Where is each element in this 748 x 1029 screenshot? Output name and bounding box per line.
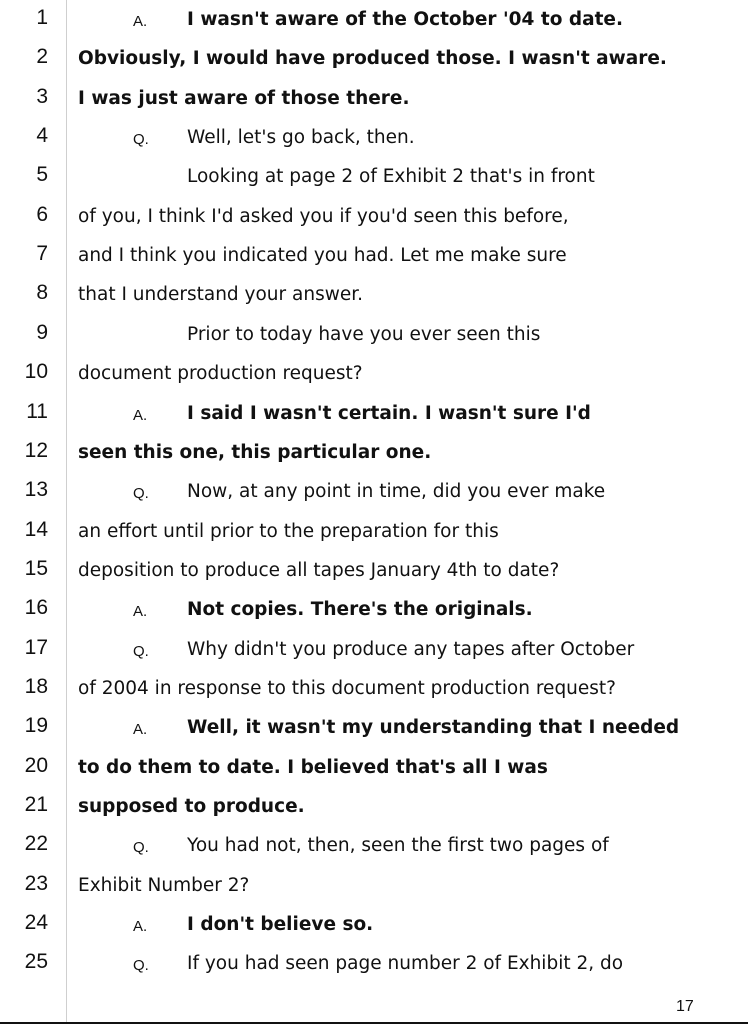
transcript-line bbox=[0, 832, 748, 875]
line-number: 22 bbox=[24, 832, 48, 856]
bottom-rule bbox=[0, 1022, 748, 1024]
transcript-line bbox=[0, 163, 748, 206]
line-text: of you, I think I'd asked you if you'd seen this before, bbox=[78, 205, 569, 227]
line-number: 6 bbox=[36, 202, 48, 226]
speaker-label: A. bbox=[133, 721, 148, 739]
transcript-line bbox=[0, 281, 748, 324]
line-text: Not copies. There's the originals. bbox=[187, 599, 533, 621]
line-text: that I understand your answer. bbox=[78, 284, 364, 306]
transcript-line bbox=[0, 202, 748, 246]
line-text: You had not, then, seen the first two pages of bbox=[187, 835, 609, 857]
transcript-line bbox=[0, 635, 748, 679]
transcript-line bbox=[0, 320, 748, 364]
transcript-line bbox=[0, 911, 748, 954]
line-number: 2 bbox=[36, 45, 48, 69]
line-text: Well, it wasn't my understanding that I needed bbox=[187, 717, 680, 739]
speaker-label: Q. bbox=[133, 957, 149, 975]
line-text: seen this one, this particular one. bbox=[78, 441, 432, 463]
transcript-line bbox=[0, 674, 748, 718]
line-number: 17 bbox=[24, 635, 48, 659]
transcript-line bbox=[0, 793, 748, 836]
line-text: Well, let's go back, then. bbox=[187, 127, 415, 149]
transcript-line bbox=[0, 478, 748, 521]
transcript-line bbox=[0, 871, 748, 915]
line-text: of 2004 in response to this document production request? bbox=[78, 677, 616, 699]
line-number: 23 bbox=[24, 871, 48, 895]
transcript-line bbox=[0, 399, 748, 443]
line-number: 13 bbox=[24, 478, 48, 502]
transcript-line bbox=[0, 242, 748, 285]
line-text: supposed to produce. bbox=[78, 796, 305, 817]
line-text: Now, at any point in time, did you ever make bbox=[187, 481, 606, 503]
line-text: document production request? bbox=[78, 363, 363, 385]
line-text: I was just aware of those there. bbox=[78, 87, 410, 109]
line-number: 24 bbox=[24, 911, 48, 935]
line-number: 18 bbox=[24, 674, 48, 698]
transcript-line bbox=[0, 84, 748, 128]
transcript-line bbox=[0, 45, 748, 88]
speaker-label: A. bbox=[133, 603, 148, 621]
transcript-line bbox=[0, 517, 748, 561]
speaker-label: A. bbox=[133, 918, 148, 936]
speaker-label: A. bbox=[133, 406, 148, 424]
line-number: 5 bbox=[36, 163, 48, 187]
line-number: 19 bbox=[24, 714, 48, 738]
speaker-label: Q. bbox=[133, 485, 149, 503]
line-text: Why didn't you produce any tapes after October bbox=[187, 638, 635, 660]
line-text: Looking at page 2 of Exhibit 2 that's in front bbox=[187, 166, 595, 188]
line-text: an effort until prior to the preparation for this bbox=[78, 520, 499, 542]
transcript-line bbox=[0, 714, 748, 757]
speaker-label: Q. bbox=[133, 131, 149, 149]
line-text: Prior to today have you ever seen this bbox=[187, 323, 541, 345]
line-number: 1 bbox=[36, 6, 48, 29]
line-number: 15 bbox=[24, 556, 48, 580]
transcript-line bbox=[0, 596, 748, 639]
line-text: I wasn't aware of the October '04 to date. bbox=[187, 9, 623, 30]
line-text: Exhibit Number 2? bbox=[78, 874, 250, 896]
line-text: to do them to date. I believed that's all I was bbox=[78, 756, 548, 778]
transcript-line bbox=[0, 360, 748, 403]
speaker-label: Q. bbox=[133, 839, 149, 857]
line-text: Obviously, I would have produced those. I wasn't aware. bbox=[78, 48, 667, 70]
line-number: 16 bbox=[24, 596, 48, 620]
line-number: 9 bbox=[36, 320, 48, 344]
transcript-line bbox=[0, 753, 748, 797]
transcript-line bbox=[0, 556, 748, 600]
line-text: I don't believe so. bbox=[187, 914, 374, 936]
line-text: deposition to produce all tapes January 4th to date? bbox=[78, 559, 560, 581]
line-text: and I think you indicated you had. Let me make sure bbox=[78, 245, 567, 267]
line-number: 7 bbox=[36, 242, 48, 266]
line-text: I said I wasn't certain. I wasn't sure I'd bbox=[187, 402, 591, 424]
line-number: 21 bbox=[24, 793, 48, 816]
speaker-label: Q. bbox=[133, 642, 149, 660]
line-number: 25 bbox=[24, 950, 48, 974]
line-number: 14 bbox=[24, 517, 48, 541]
line-number: 4 bbox=[36, 124, 48, 148]
line-number: 10 bbox=[24, 360, 48, 384]
transcript-line bbox=[0, 6, 748, 49]
speaker-label: A. bbox=[133, 13, 148, 30]
transcript-line bbox=[0, 438, 748, 482]
transcript-line bbox=[0, 950, 748, 993]
line-number: 11 bbox=[26, 399, 48, 423]
transcript-line bbox=[0, 124, 748, 167]
line-number: 20 bbox=[24, 753, 48, 777]
line-text: If you had seen page number 2 of Exhibit 2, do bbox=[187, 953, 624, 975]
line-number: 3 bbox=[36, 84, 48, 108]
line-number: 12 bbox=[24, 438, 48, 462]
line-number: 8 bbox=[36, 281, 48, 305]
page-number: 17 bbox=[676, 998, 694, 1015]
